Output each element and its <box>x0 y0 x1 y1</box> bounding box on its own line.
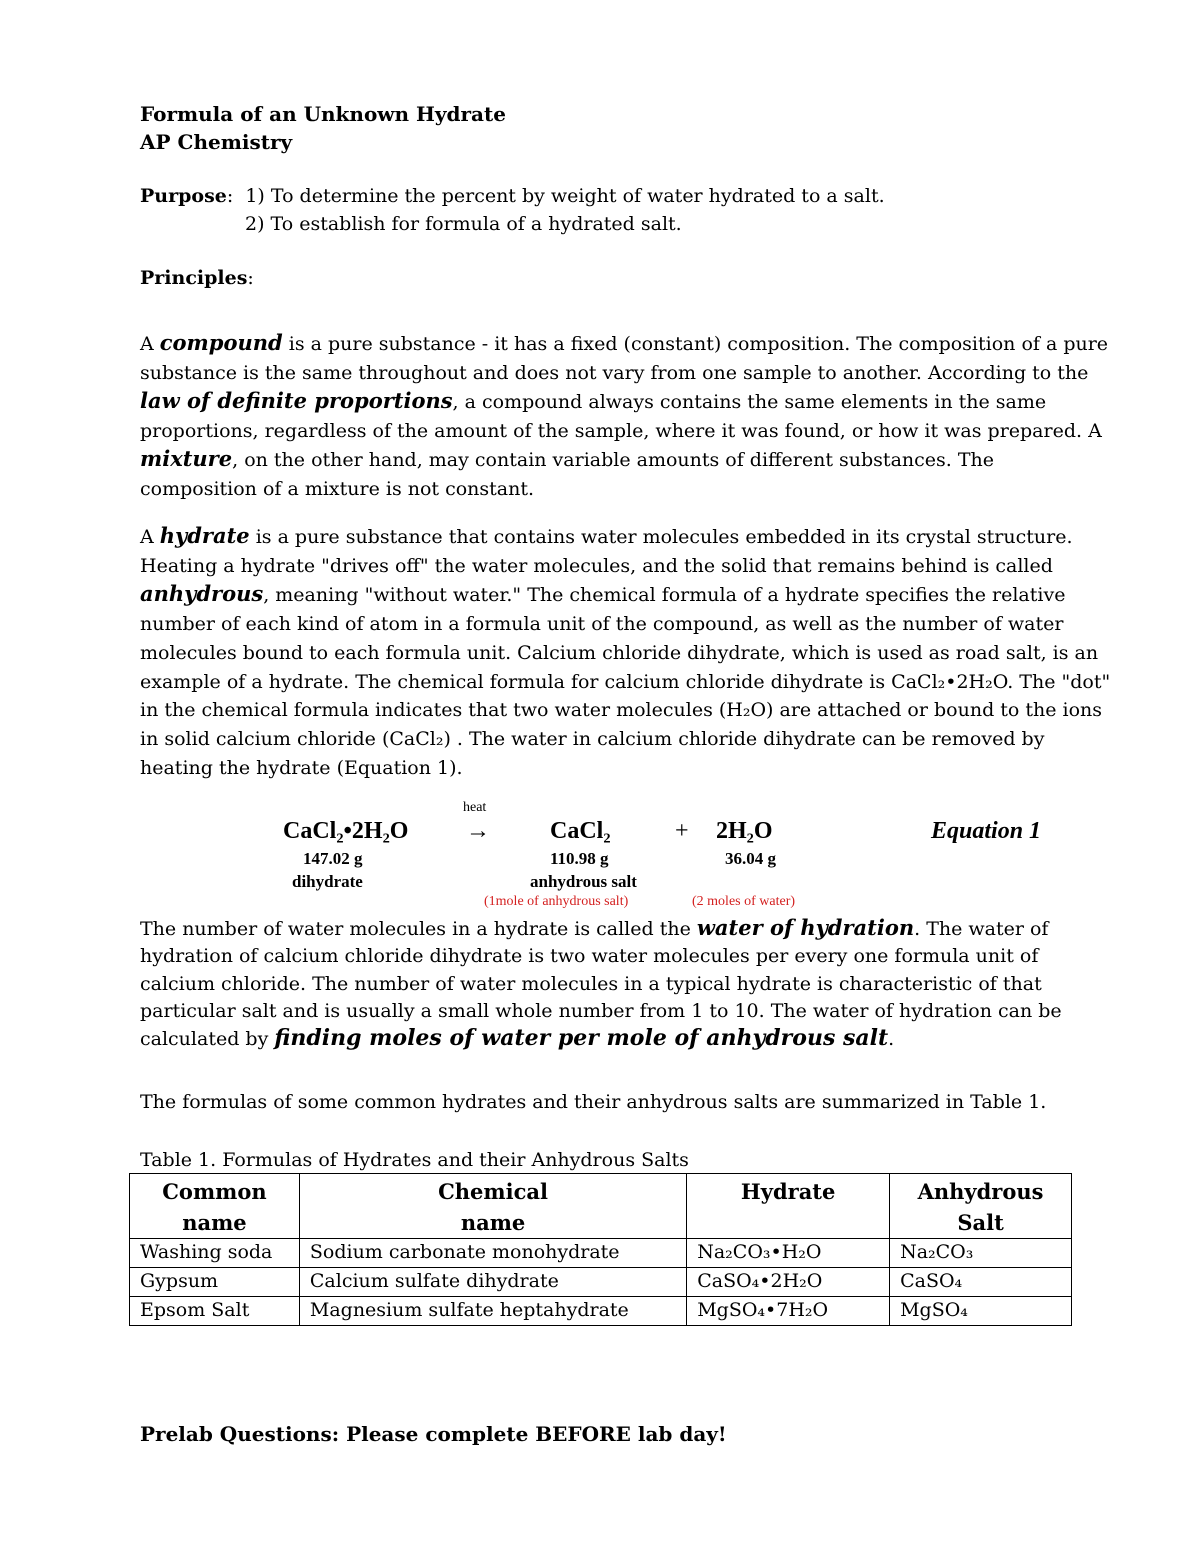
p1-text-c: , a compound always contains the same elements in the same proportions, regardless of the amount of the sample, where it was found, or how it was prepared. A <box>140 391 1102 442</box>
cell-chemical-name: Magnesium sulfate heptahydrate <box>299 1297 686 1326</box>
cell-anhydrous-salt: MgSO₄ <box>890 1297 1072 1326</box>
p1-text-a: A <box>140 333 160 355</box>
cell-chemical-name: Sodium carbonate monohydrate <box>299 1239 686 1268</box>
p1-text-d: , on the other hand, may contain variable amounts of different substances. The composition of a mixture is not constant. <box>140 449 994 500</box>
header-hydrate: Hydrate <box>687 1174 890 1239</box>
header-common-name: Common name <box>130 1174 300 1239</box>
eq-plus: + <box>675 818 689 844</box>
cell-hydrate: CaSO₄•2H₂O <box>687 1268 890 1297</box>
purpose-item-1: 1) To determine the percent by weight of water hydrated to a salt. <box>245 185 885 207</box>
eq-reactant: CaCl₂•2H₂O <box>283 818 409 844</box>
hyd-text-b: . The water of hydration of calcium chloride dihydrate is two water molecules per every one formula unit of calcium chloride. The number of water molecules in a typical hydrate is characteristic of that particular salt and is usually a small whole number from 1 to 10. The water of hydration can be calculated by <box>140 918 1062 1051</box>
purpose-item-2: 2) To establish for formula of a hydrated salt. <box>245 213 682 235</box>
eq-product-2-mass: 36.04 g <box>725 849 776 868</box>
header-anhydrous-salt: Anhydrous Salt <box>890 1174 1072 1239</box>
cell-anhydrous-salt: CaSO₄ <box>890 1268 1072 1297</box>
eq-product-2: 2H₂O <box>716 818 773 844</box>
term-law-definite-proportions: law of definite proportions <box>140 388 453 414</box>
eq-arrow: → <box>466 818 490 844</box>
eq-reactant-mass: 147.02 g <box>303 849 363 868</box>
hydrates-table <box>129 1173 1072 1326</box>
principles-label: Principles <box>140 267 248 289</box>
p2-text-a: A <box>140 526 160 548</box>
table-header-row <box>130 1174 1072 1239</box>
table-row <box>130 1297 1072 1326</box>
p1-text-b: is a pure substance - it has a fixed (constant) composition. The composition of a pure substance is the same throughout and does not vary from one sample to another. According to the <box>140 333 1109 384</box>
eq-product-2-note: (2 moles of water) <box>692 894 796 909</box>
eq-product-1-name: anhydrous salt <box>530 872 637 891</box>
cell-chemical-name: Calcium sulfate dihydrate <box>299 1268 686 1297</box>
principles-heading: Principles: <box>140 267 254 289</box>
eq-product-1: CaCl₂ <box>550 818 611 844</box>
document-title: Formula of an Unknown Hydrate <box>140 102 506 126</box>
prelab-heading: Prelab Questions: Please complete BEFORE lab day! <box>140 1422 727 1446</box>
term-hydrate: hydrate <box>159 523 250 548</box>
term-anhydrous: anhydrous <box>140 581 264 607</box>
hyd-text-c: . <box>888 1028 895 1051</box>
cell-common-name: Gypsum <box>130 1268 300 1297</box>
header-chemical-name: Chemical name <box>299 1174 686 1239</box>
table-row <box>130 1239 1072 1268</box>
cell-common-name: Washing soda <box>130 1239 300 1268</box>
term-water-of-hydration: water of hydration <box>696 915 915 940</box>
eq-reactant-name: dihydrate <box>292 872 363 891</box>
course-name: AP Chemistry <box>140 130 293 154</box>
cell-hydrate: MgSO₄•7H₂O <box>687 1297 890 1326</box>
table-row <box>130 1268 1072 1297</box>
eq-label: Equation 1 <box>931 818 1042 844</box>
eq-heat-label: heat <box>463 800 487 815</box>
cell-anhydrous-salt: Na₂CO₃ <box>890 1239 1072 1268</box>
term-compound: compound <box>159 330 283 355</box>
p2-text-c: , meaning "without water." The chemical formula of a hydrate specifies the relative number of each kind of atom in a formula unit of the compound, as well as the number of water molecules bound to each formula unit. Calcium chloride dihydrate, which is used as road salt, is an example of a hydrate. The chemical formula for calcium chloride dihydrate is CaCl₂•2H₂O. The "dot" in the chemical formula indicates that two water molecules (H₂O) are attached or bound to the ions in solid calcium chloride (CaCl₂) . The water in calcium chloride dihydrate can be removed by heating the hydrate (Equation 1). <box>140 584 1111 779</box>
term-finding-moles: finding moles of water per mole of anhydrous salt <box>274 1025 889 1052</box>
table-caption: Table 1. Formulas of Hydrates and their Anhydrous Salts <box>140 1149 689 1171</box>
paragraph-hydrate <box>140 522 1115 782</box>
purpose-label: Purpose <box>140 185 227 207</box>
paragraph-compound <box>140 329 1115 504</box>
cell-common-name: Epsom Salt <box>130 1297 300 1326</box>
p2-text-b: is a pure substance that contains water molecules embedded in its crystal structure. Heating a hydrate "drives off" the water molecules, and the solid that remains behind is called <box>140 526 1073 577</box>
paragraph-water-of-hydration <box>140 914 1115 1053</box>
cell-hydrate: Na₂CO₃•H₂O <box>687 1239 890 1268</box>
table-intro-text: The formulas of some common hydrates and their anhydrous salts are summarized in Table 1. <box>140 1091 1047 1113</box>
term-mixture: mixture <box>140 446 233 472</box>
eq-product-1-mass: 110.98 g <box>550 849 609 868</box>
hyd-text-a: The number of water molecules in a hydrate is called the <box>140 918 697 940</box>
eq-product-1-note: (1mole of anhydrous salt) <box>484 894 629 909</box>
purpose-line-1: Purpose: 1) To determine the percent by weight of water hydrated to a salt. <box>140 185 885 207</box>
